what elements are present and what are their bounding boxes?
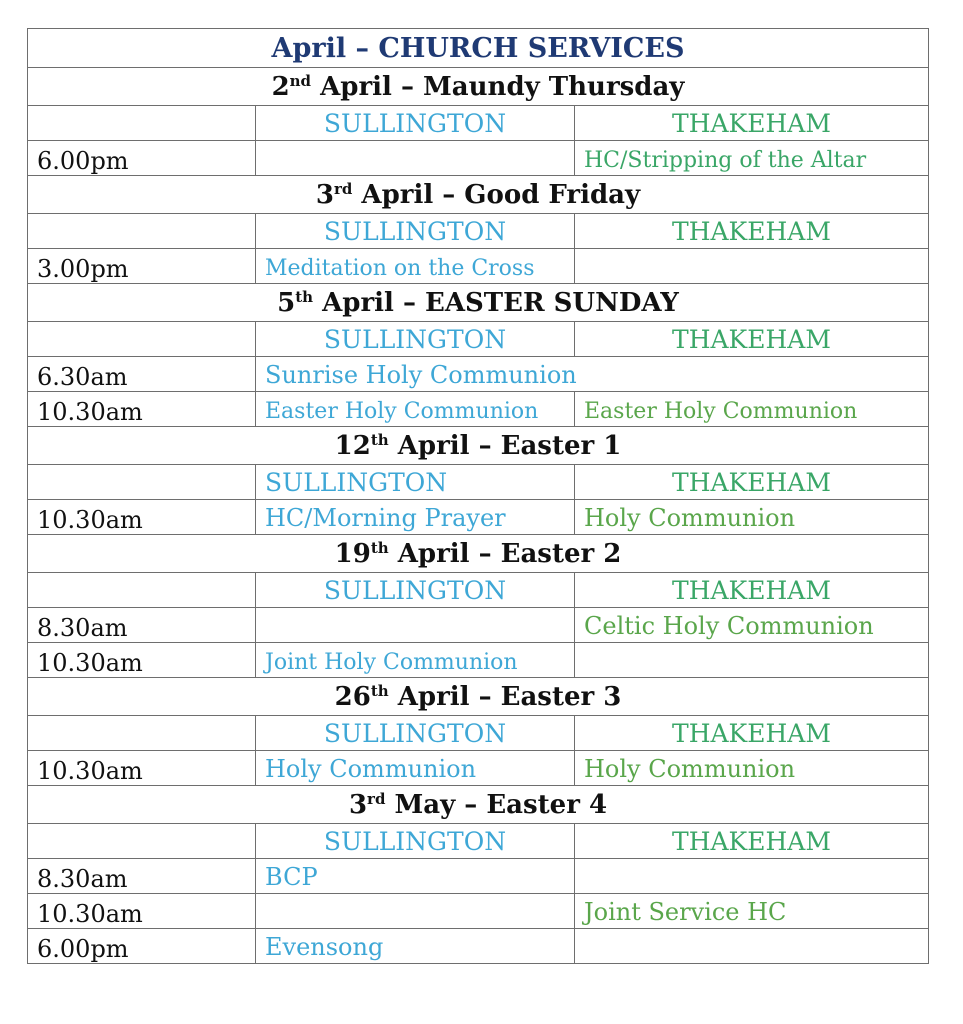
service-time: 10.30am (28, 643, 256, 678)
blank-cell (28, 106, 256, 141)
thakeham-header: THAKEHAM (575, 106, 929, 141)
service-row (28, 859, 929, 894)
blank-cell (28, 214, 256, 249)
thakeham-header: THAKEHAM (575, 573, 929, 608)
service-row (28, 643, 929, 678)
day-heading: 26th April – Easter 3 (28, 678, 929, 716)
page-title: April – CHURCH SERVICES (28, 29, 929, 68)
blank-cell (28, 716, 256, 751)
services-table (27, 28, 929, 964)
sullington-service: Holy Communion (256, 751, 575, 786)
service-row (28, 500, 929, 535)
day-row (28, 68, 929, 106)
service-time: 6.00pm (28, 141, 256, 176)
thakeham-header: THAKEHAM (575, 214, 929, 249)
thakeham-service: Holy Communion (575, 751, 929, 786)
thakeham-header: THAKEHAM (575, 465, 929, 500)
day-row (28, 427, 929, 465)
thakeham-service: Joint Service HC (575, 894, 929, 929)
service-time: 6.30am (28, 357, 256, 392)
day-heading: 19th April – Easter 2 (28, 535, 929, 573)
sullington-service: Evensong (256, 929, 575, 964)
column-header-row (28, 106, 929, 141)
service-row (28, 392, 929, 427)
day-row (28, 284, 929, 322)
thakeham-header: THAKEHAM (575, 716, 929, 751)
thakeham-header: THAKEHAM (575, 824, 929, 859)
sullington-service: BCP (256, 859, 575, 894)
title-row (28, 29, 929, 68)
service-row (28, 929, 929, 964)
thakeham-service: HC/Stripping of the Altar (575, 141, 929, 176)
day-row (28, 678, 929, 716)
sullington-header: SULLINGTON (256, 465, 575, 500)
thakeham-service: Holy Communion (575, 500, 929, 535)
day-heading: 3rd May – Easter 4 (28, 786, 929, 824)
thakeham-service (575, 249, 929, 284)
sullington-service: Meditation on the Cross (256, 249, 575, 284)
blank-cell (28, 322, 256, 357)
thakeham-service (575, 929, 929, 964)
column-header-row (28, 824, 929, 859)
day-row (28, 786, 929, 824)
day-heading: 12th April – Easter 1 (28, 427, 929, 465)
day-row (28, 176, 929, 214)
sullington-header: SULLINGTON (256, 322, 575, 357)
blank-cell (28, 573, 256, 608)
service-row (28, 249, 929, 284)
thakeham-service (575, 859, 929, 894)
sullington-service: Sunrise Holy Communion (256, 357, 575, 392)
column-header-row (28, 465, 929, 500)
thakeham-service (575, 357, 929, 392)
service-time: 10.30am (28, 392, 256, 427)
sullington-service (256, 141, 575, 176)
day-row (28, 535, 929, 573)
service-row (28, 141, 929, 176)
sullington-service (256, 608, 575, 643)
day-heading: 3rd April – Good Friday (28, 176, 929, 214)
column-header-row (28, 322, 929, 357)
service-time: 10.30am (28, 500, 256, 535)
service-time: 6.00pm (28, 929, 256, 964)
sullington-service: HC/Morning Prayer (256, 500, 575, 535)
service-time: 8.30am (28, 608, 256, 643)
column-header-row (28, 573, 929, 608)
column-header-row (28, 214, 929, 249)
sullington-header: SULLINGTON (256, 573, 575, 608)
thakeham-service: Easter Holy Communion (575, 392, 929, 427)
service-row (28, 357, 929, 392)
sullington-service: Easter Holy Communion (256, 392, 575, 427)
service-row (28, 751, 929, 786)
day-heading: 5th April – EASTER SUNDAY (28, 284, 929, 322)
sullington-service: Joint Holy Communion (256, 643, 575, 678)
blank-cell (28, 465, 256, 500)
service-row (28, 894, 929, 929)
service-row (28, 608, 929, 643)
thakeham-header: THAKEHAM (575, 322, 929, 357)
sullington-header: SULLINGTON (256, 214, 575, 249)
service-time: 10.30am (28, 894, 256, 929)
thakeham-service (575, 643, 929, 678)
service-time: 10.30am (28, 751, 256, 786)
sullington-service (256, 894, 575, 929)
thakeham-service: Celtic Holy Communion (575, 608, 929, 643)
sullington-header: SULLINGTON (256, 824, 575, 859)
sullington-header: SULLINGTON (256, 106, 575, 141)
service-time: 8.30am (28, 859, 256, 894)
sullington-header: SULLINGTON (256, 716, 575, 751)
service-time: 3.00pm (28, 249, 256, 284)
blank-cell (28, 824, 256, 859)
day-heading: 2nd April – Maundy Thursday (28, 68, 929, 106)
column-header-row (28, 716, 929, 751)
